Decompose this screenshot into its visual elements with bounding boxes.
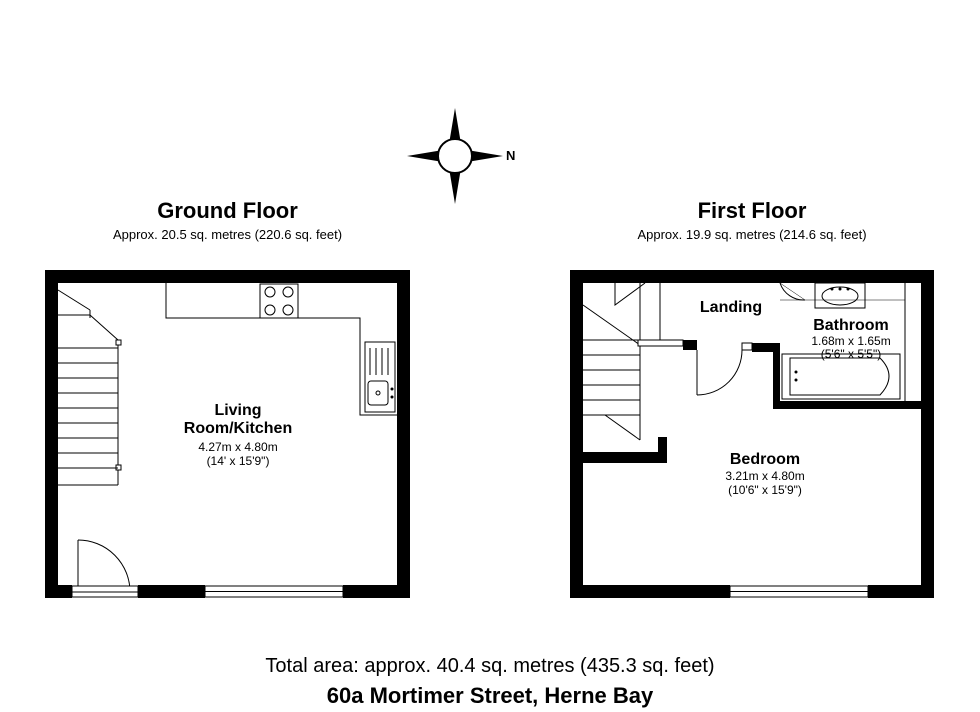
bathroom-dim-imperial: (5'6" x 5'5") [820,347,882,361]
compass-icon [407,108,503,204]
landing-name: Landing [699,299,763,316]
living-room-name-line1: Living [214,402,262,419]
bathroom-dim-metric: 1.68m x 1.65m [811,334,891,348]
total-area: Total area: approx. 40.4 sq. metres (435.3 sq. feet) [265,655,715,677]
property-address: 60a Mortimer Street, Herne Bay [326,683,654,708]
compass-north-label: N [506,148,516,163]
living-room-dim-imperial: (14' x 15'9") [206,454,270,468]
bathroom-name: Bathroom [813,317,889,334]
ground-floor-title: Ground Floor [157,198,298,223]
bedroom-dim-metric: 3.21m x 4.80m [725,469,805,483]
ground-floor-area: Approx. 20.5 sq. metres (220.6 sq. feet) [112,227,343,242]
living-room-name-line2: Room/Kitchen [183,420,293,437]
first-floor-title: First Floor [697,198,807,223]
bedroom-name: Bedroom [729,451,801,468]
living-room-dim-metric: 4.27m x 4.80m [198,440,278,454]
first-floor-area: Approx. 19.9 sq. metres (214.6 sq. feet) [637,227,867,242]
bedroom-dim-imperial: (10'6" x 15'9") [728,483,802,497]
